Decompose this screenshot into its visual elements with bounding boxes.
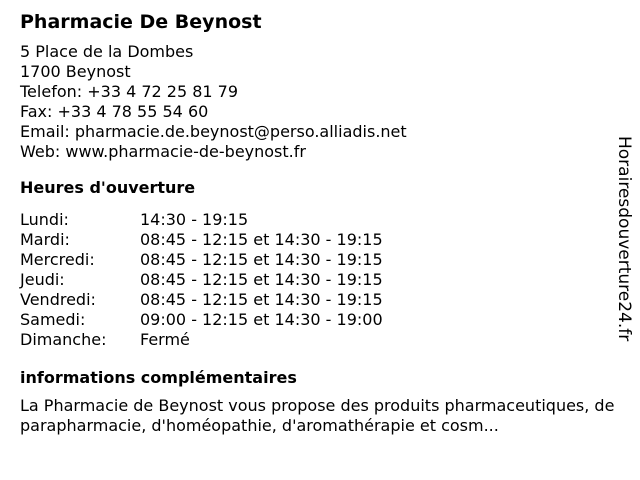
hours-time: 08:45 - 12:15 et 14:30 - 19:15: [140, 270, 383, 289]
hours-row-saturday: [20, 310, 610, 330]
hours-time: 08:45 - 12:15 et 14:30 - 19:15: [140, 250, 383, 269]
hours-time: 08:45 - 12:15 et 14:30 - 19:15: [140, 290, 383, 309]
hours-day: Vendredi:: [20, 290, 96, 309]
hours-title: Heures d'ouverture: [20, 178, 196, 197]
hours-row-thursday: [20, 270, 610, 290]
pharmacy-name: Pharmacie De Beynost: [20, 11, 262, 33]
info-text: La Pharmacie de Beynost vous propose des produits pharmaceutiques, de parapharmacie, d'homéopathie, d'aromathérapie et cosm...: [20, 396, 615, 435]
hours-time: 09:00 - 12:15 et 14:30 - 19:00: [140, 310, 383, 329]
fax-line: Fax: +33 4 78 55 54 60: [20, 102, 209, 121]
hours-day: Samedi:: [20, 310, 86, 329]
hours-day: Mardi:: [20, 230, 70, 249]
hours-day: Dimanche:: [20, 330, 107, 349]
web-line: Web: www.pharmacie-de-beynost.fr: [20, 142, 306, 161]
hours-row-tuesday: [20, 230, 610, 250]
phone-line: Telefon: +33 4 72 25 81 79: [20, 82, 239, 101]
hours-row-sunday: [20, 330, 610, 350]
address-line1: 5 Place de la Dombes: [20, 42, 194, 61]
hours-row-monday: [20, 210, 610, 230]
hours-table: [20, 210, 610, 350]
hours-day: Jeudi:: [20, 270, 65, 289]
hours-day: Mercredi:: [20, 250, 95, 269]
hours-day: Lundi:: [20, 210, 69, 229]
hours-time: Fermé: [140, 330, 190, 349]
hours-row-friday: [20, 290, 610, 310]
info-title: informations complémentaires: [20, 368, 297, 387]
hours-time: 14:30 - 19:15: [140, 210, 249, 229]
email-line: Email: pharmacie.de.beynost@perso.alliadis.net: [20, 122, 407, 141]
site-watermark: Horairesdouverture24.fr: [614, 136, 634, 342]
hours-time: 08:45 - 12:15 et 14:30 - 19:15: [140, 230, 383, 249]
hours-row-wednesday: [20, 250, 610, 270]
pharmacy-card: [20, 8, 615, 436]
address-line2: 1700 Beynost: [20, 62, 131, 81]
